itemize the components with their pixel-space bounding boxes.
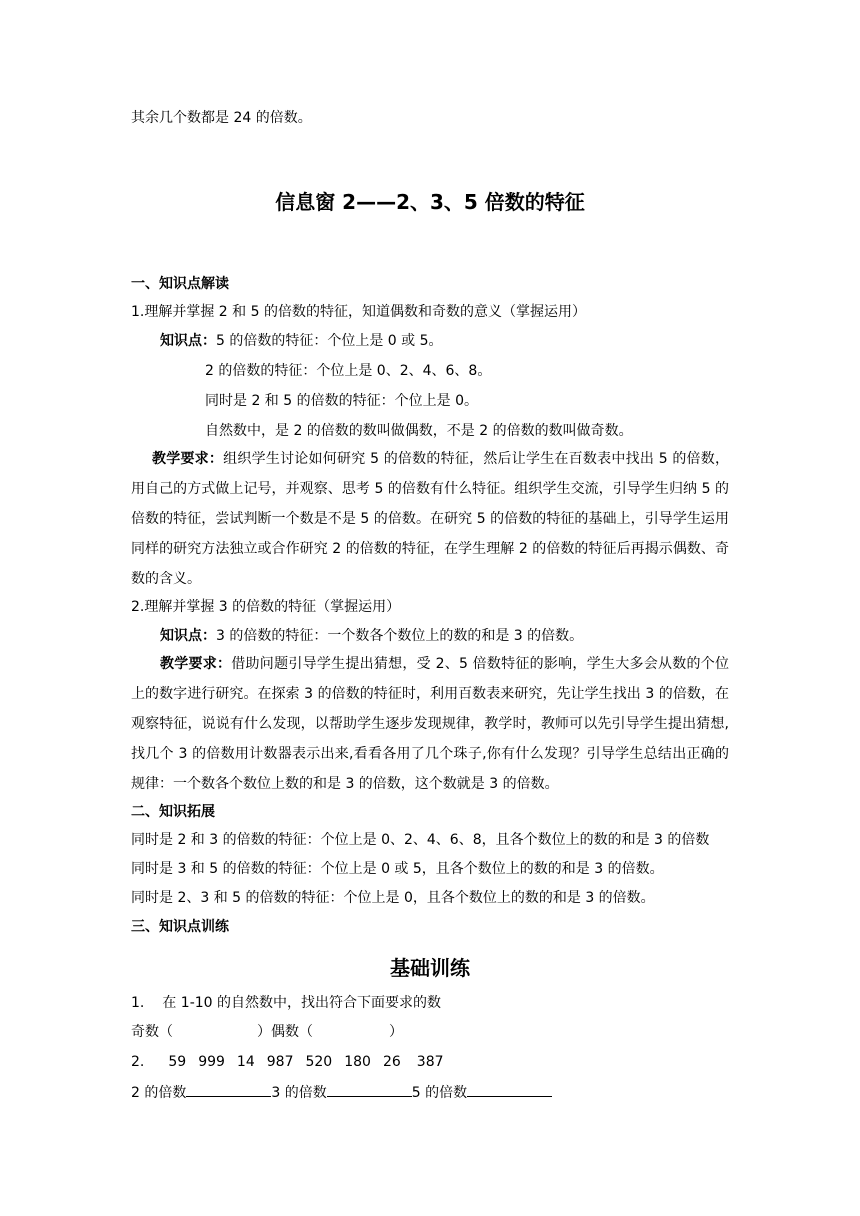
q2-number: 180 (344, 1054, 371, 1070)
q2-number: 520 (305, 1054, 333, 1070)
question-2 (131, 1052, 444, 1072)
item1-heading: 1.理解并掌握 2 和 5 的倍数的特征，知道偶数和奇数的意义（掌握运用） (131, 304, 586, 320)
item1-teaching-requirement (131, 444, 729, 594)
kp-line-2: 2 的倍数的特征：个位上是 0、2、4、6、8。 (205, 363, 492, 379)
page-title: 信息窗 2——2、3、5 倍数的特征 (275, 190, 585, 214)
knowledge-point-label: 知识点： (160, 333, 216, 349)
multiple5-answer-blank[interactable] (467, 1081, 552, 1097)
multiple3-answer-blank[interactable] (327, 1081, 412, 1097)
extension-line-3: 同时是 2、3 和 5 的倍数的特征：个位上是 0，且各个数位上的数的和是 3 的倍数。 (131, 890, 655, 906)
item2-teaching-requirement (131, 649, 729, 799)
kp-line-1: 3 的倍数的特征：一个数各个数位上的数的和是 3 的倍数。 (216, 628, 584, 644)
odd-even-row (131, 1022, 403, 1042)
item2-knowledge-point (160, 626, 583, 646)
q2-number: 26 (382, 1054, 401, 1070)
extension-line-1: 同时是 2 和 3 的倍数的特征：个位上是 0、2、4、6、8，且各个数位上的数的和是 3 的倍数 (131, 832, 710, 848)
q2-number: 387 (416, 1054, 444, 1070)
item1-knowledge-point (160, 331, 443, 351)
multiple2-label: 2 的倍数 (131, 1085, 187, 1101)
q2-number: 999 (198, 1054, 225, 1070)
question-number: 1. (131, 995, 145, 1011)
item2-heading: 2.理解并掌握 3 的倍数的特征（掌握运用） (131, 599, 401, 615)
knowledge-point-label: 知识点： (160, 628, 216, 644)
question-number: 2. (131, 1054, 145, 1070)
q2-number: 14 (236, 1054, 255, 1070)
multiple5-label: 5 的倍数 (411, 1085, 468, 1101)
teaching-requirement-label: 教学要求： (152, 451, 224, 467)
section3-heading: 三、知识点训练 (131, 919, 229, 935)
multiples-answer-row (131, 1081, 552, 1103)
teaching-requirement-text: 组织学生讨论如何研究 5 的倍数的特征，然后让学生在百数表中找出 5 的倍数，用自己的方式做上记号，并观察、思考 5 的倍数有什么特征。组织学生交流，引导学生归纳 5 的倍数的特征，尝试判断一个数是不是 5 的倍数。在研究 5 的倍数的特征的基础上，引导学生运用同样的研究方法独立或合作研究 2 的倍数的特征，在学生理解 2 的倍数的特征后再揭示偶数、奇数的含义。 (131, 451, 730, 587)
multiple3-label: 3 的倍数 (271, 1085, 327, 1101)
section1-heading: 一、知识点解读 (131, 276, 229, 292)
q2-number: 987 (266, 1054, 294, 1070)
odd-label: 奇数（ (131, 1024, 173, 1040)
teaching-requirement-text: 借助问题引导学生提出猜想，受 2、5 倍数特征的影响，学生大多会从数的个位上的数字进行研究。在探索 3 的倍数的特征时，利用百数表来研究，先让学生找出 3 的倍数，在观察特征，说说有什么发现，以帮助学生逐步发现规律，教学时，教师可以先引导学生提出猜想,找几个 3 的倍数用计数器表示出来,看看各用了几个珠子,你有什么发现？引导学生总结出正确的规律：一个数各个数位上数的和是 3 的倍数，这个数就是 3 的倍数。 (131, 656, 730, 792)
kp-line-1: 5 的倍数的特征：个位上是 0 或 5。 (216, 333, 443, 349)
question-text: 在 1-10 的自然数中，找出符合下面要求的数 (162, 995, 442, 1011)
odd-close: ） (257, 1024, 271, 1040)
q2-number: 59 (168, 1054, 187, 1070)
extension-line-2: 同时是 3 和 5 的倍数的特征：个位上是 0 或 5，且各个数位上的数的和是 3 的倍数。 (131, 861, 664, 877)
kp-line-4: 自然数中，是 2 的倍数的数叫做偶数，不是 2 的倍数的数叫做奇数。 (205, 423, 633, 439)
even-close: ） (389, 1024, 403, 1040)
basic-training-title: 基础训练 (390, 956, 470, 980)
multiple2-answer-blank[interactable] (186, 1081, 271, 1097)
top-line: 其余几个数都是 24 的倍数。 (131, 110, 312, 126)
teaching-requirement-label: 教学要求： (160, 656, 232, 672)
section2-heading: 二、知识拓展 (131, 804, 215, 820)
even-label: 偶数（ (271, 1024, 313, 1040)
kp-line-3: 同时是 2 和 5 的倍数的特征：个位上是 0。 (205, 393, 478, 409)
question-1 (131, 993, 441, 1013)
